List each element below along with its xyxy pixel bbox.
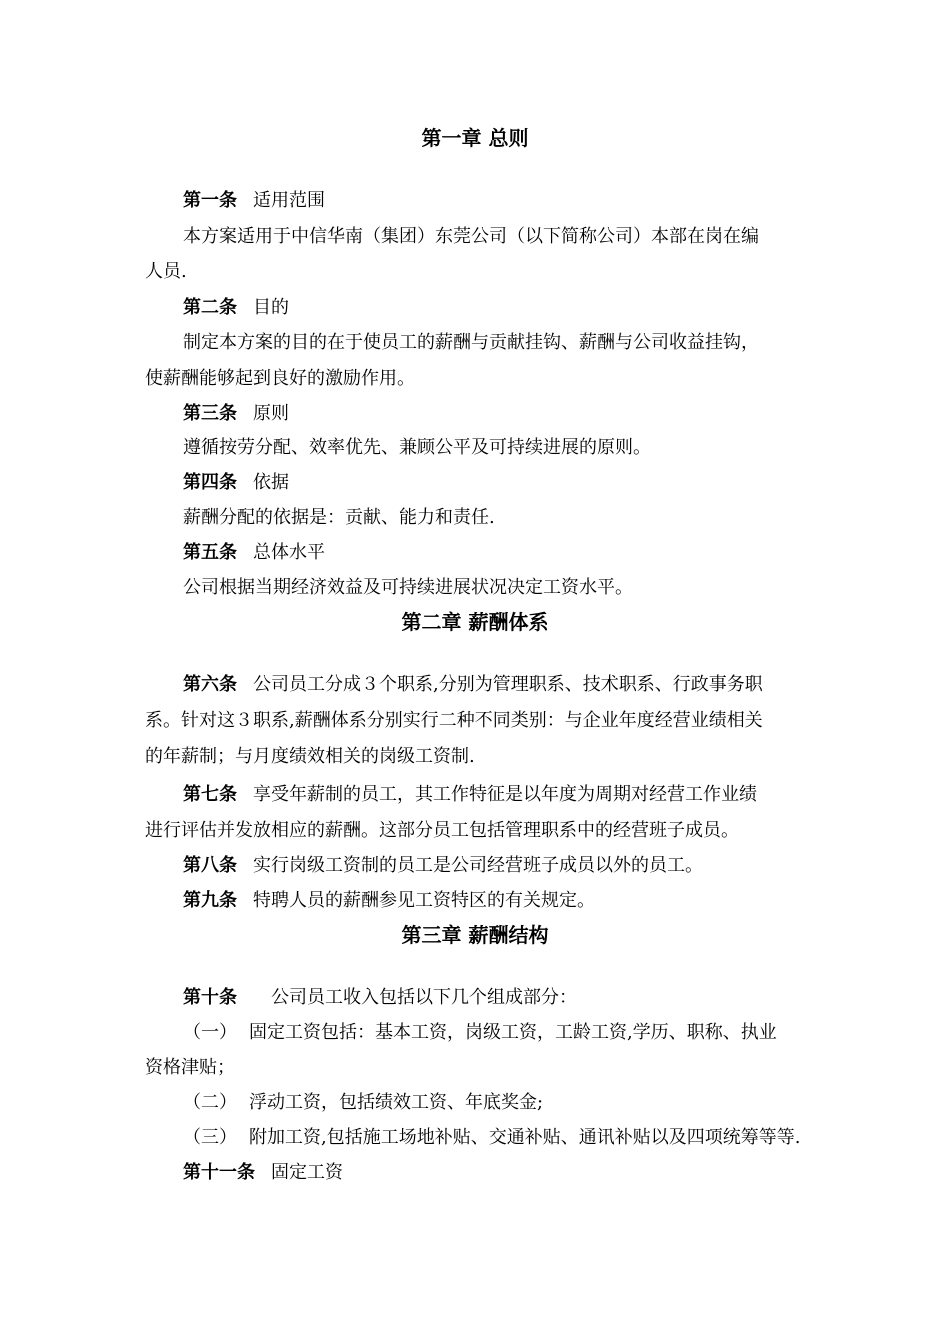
list-item-text: 固定工资包括：基本工资，岗级工资，工龄工资,学历、职称、执业	[249, 1022, 777, 1043]
article-label: 第三条	[183, 403, 237, 424]
article-9-line-1	[183, 888, 810, 914]
article-label: 第十一条	[183, 1162, 255, 1183]
list-item-number: （二）	[183, 1092, 237, 1113]
article-7-line-1	[183, 782, 810, 808]
list-item-text: 浮动工资，包括绩效工资、年底奖金;	[249, 1092, 544, 1113]
article-title: 目的	[253, 297, 289, 318]
article-text: 特聘人员的薪酬参见工资特区的有关规定。	[253, 890, 595, 911]
article-6-line-1	[183, 672, 810, 698]
article-4-header	[183, 470, 810, 496]
list-item-2-line-1	[183, 1090, 810, 1116]
article-3-text-line-1: 遵循按劳分配、效率优先、兼顾公平及可持续进展的原则。	[183, 437, 651, 458]
article-text: 公司员工收入包括以下几个组成部分：	[271, 987, 577, 1008]
article-1-text-line-1: 本方案适用于中信华南（集团）东莞公司（以下简称公司）本部在岗在编	[183, 226, 759, 247]
article-11-header	[183, 1160, 810, 1186]
article-label: 第一条	[183, 190, 237, 211]
article-label: 第七条	[183, 784, 237, 805]
article-2-header	[183, 295, 810, 321]
article-6-line-3: 的年薪制；与月度绩效相关的岗级工资制.	[145, 746, 475, 767]
article-10-line-1	[183, 985, 810, 1011]
article-label: 第二条	[183, 297, 237, 318]
article-5-text-line-1: 公司根据当期经济效益及可持续进展状况决定工资水平。	[183, 577, 633, 598]
article-text: 享受年薪制的员工，其工作特征是以年度为周期对经营工作业绩	[253, 784, 757, 805]
article-7-line-2: 进行评估并发放相应的薪酬。这部分员工包括管理职系中的经营班子成员。	[145, 820, 739, 841]
article-text: 实行岗级工资制的员工是公司经营班子成员以外的员工。	[253, 855, 703, 876]
article-label: 第六条	[183, 674, 237, 695]
article-title: 适用范围	[253, 190, 325, 211]
chapter-2-heading: 第二章 薪酬体系	[401, 610, 549, 634]
article-1-text-line-2: 人员.	[145, 261, 187, 282]
chapter-1-heading: 第一章 总则	[421, 126, 529, 150]
list-item-number: （一）	[183, 1022, 237, 1043]
article-5-header	[183, 540, 810, 566]
article-title: 原则	[253, 403, 289, 424]
list-item-number: （三）	[183, 1127, 237, 1148]
article-1-header	[183, 188, 810, 214]
article-2-text-line-1: 制定本方案的目的在于使员工的薪酬与贡献挂钩、薪酬与公司收益挂钩，	[183, 332, 759, 353]
list-item-text: 附加工资,包括施工场地补贴、交通补贴、通讯补贴以及四项统筹等等.	[249, 1127, 801, 1148]
article-2-text-line-2: 使薪酬能够起到良好的激励作用。	[145, 368, 415, 389]
article-label: 第五条	[183, 542, 237, 563]
list-item-3-line-1	[183, 1125, 810, 1151]
article-label: 第十条	[183, 987, 237, 1008]
article-8-line-1	[183, 853, 810, 879]
article-4-text-line-1: 薪酬分配的依据是：贡献、能力和责任.	[183, 507, 495, 528]
article-label: 第九条	[183, 890, 237, 911]
list-item-1-line-1	[183, 1020, 810, 1046]
list-item-1-line-2: 资格津贴；	[145, 1057, 235, 1078]
article-title: 总体水平	[253, 542, 325, 563]
article-text: 公司员工分成３个职系,分别为管理职系、技术职系、行政事务职	[253, 674, 763, 695]
article-title: 固定工资	[271, 1162, 343, 1183]
article-title: 依据	[253, 472, 289, 493]
article-label: 第八条	[183, 855, 237, 876]
article-3-header	[183, 401, 810, 427]
article-6-line-2: 系。针对这３职系,薪酬体系分别实行二种不同类别：与企业年度经营业绩相关	[145, 710, 763, 731]
chapter-3-heading: 第三章 薪酬结构	[401, 923, 549, 947]
article-label: 第四条	[183, 472, 237, 493]
